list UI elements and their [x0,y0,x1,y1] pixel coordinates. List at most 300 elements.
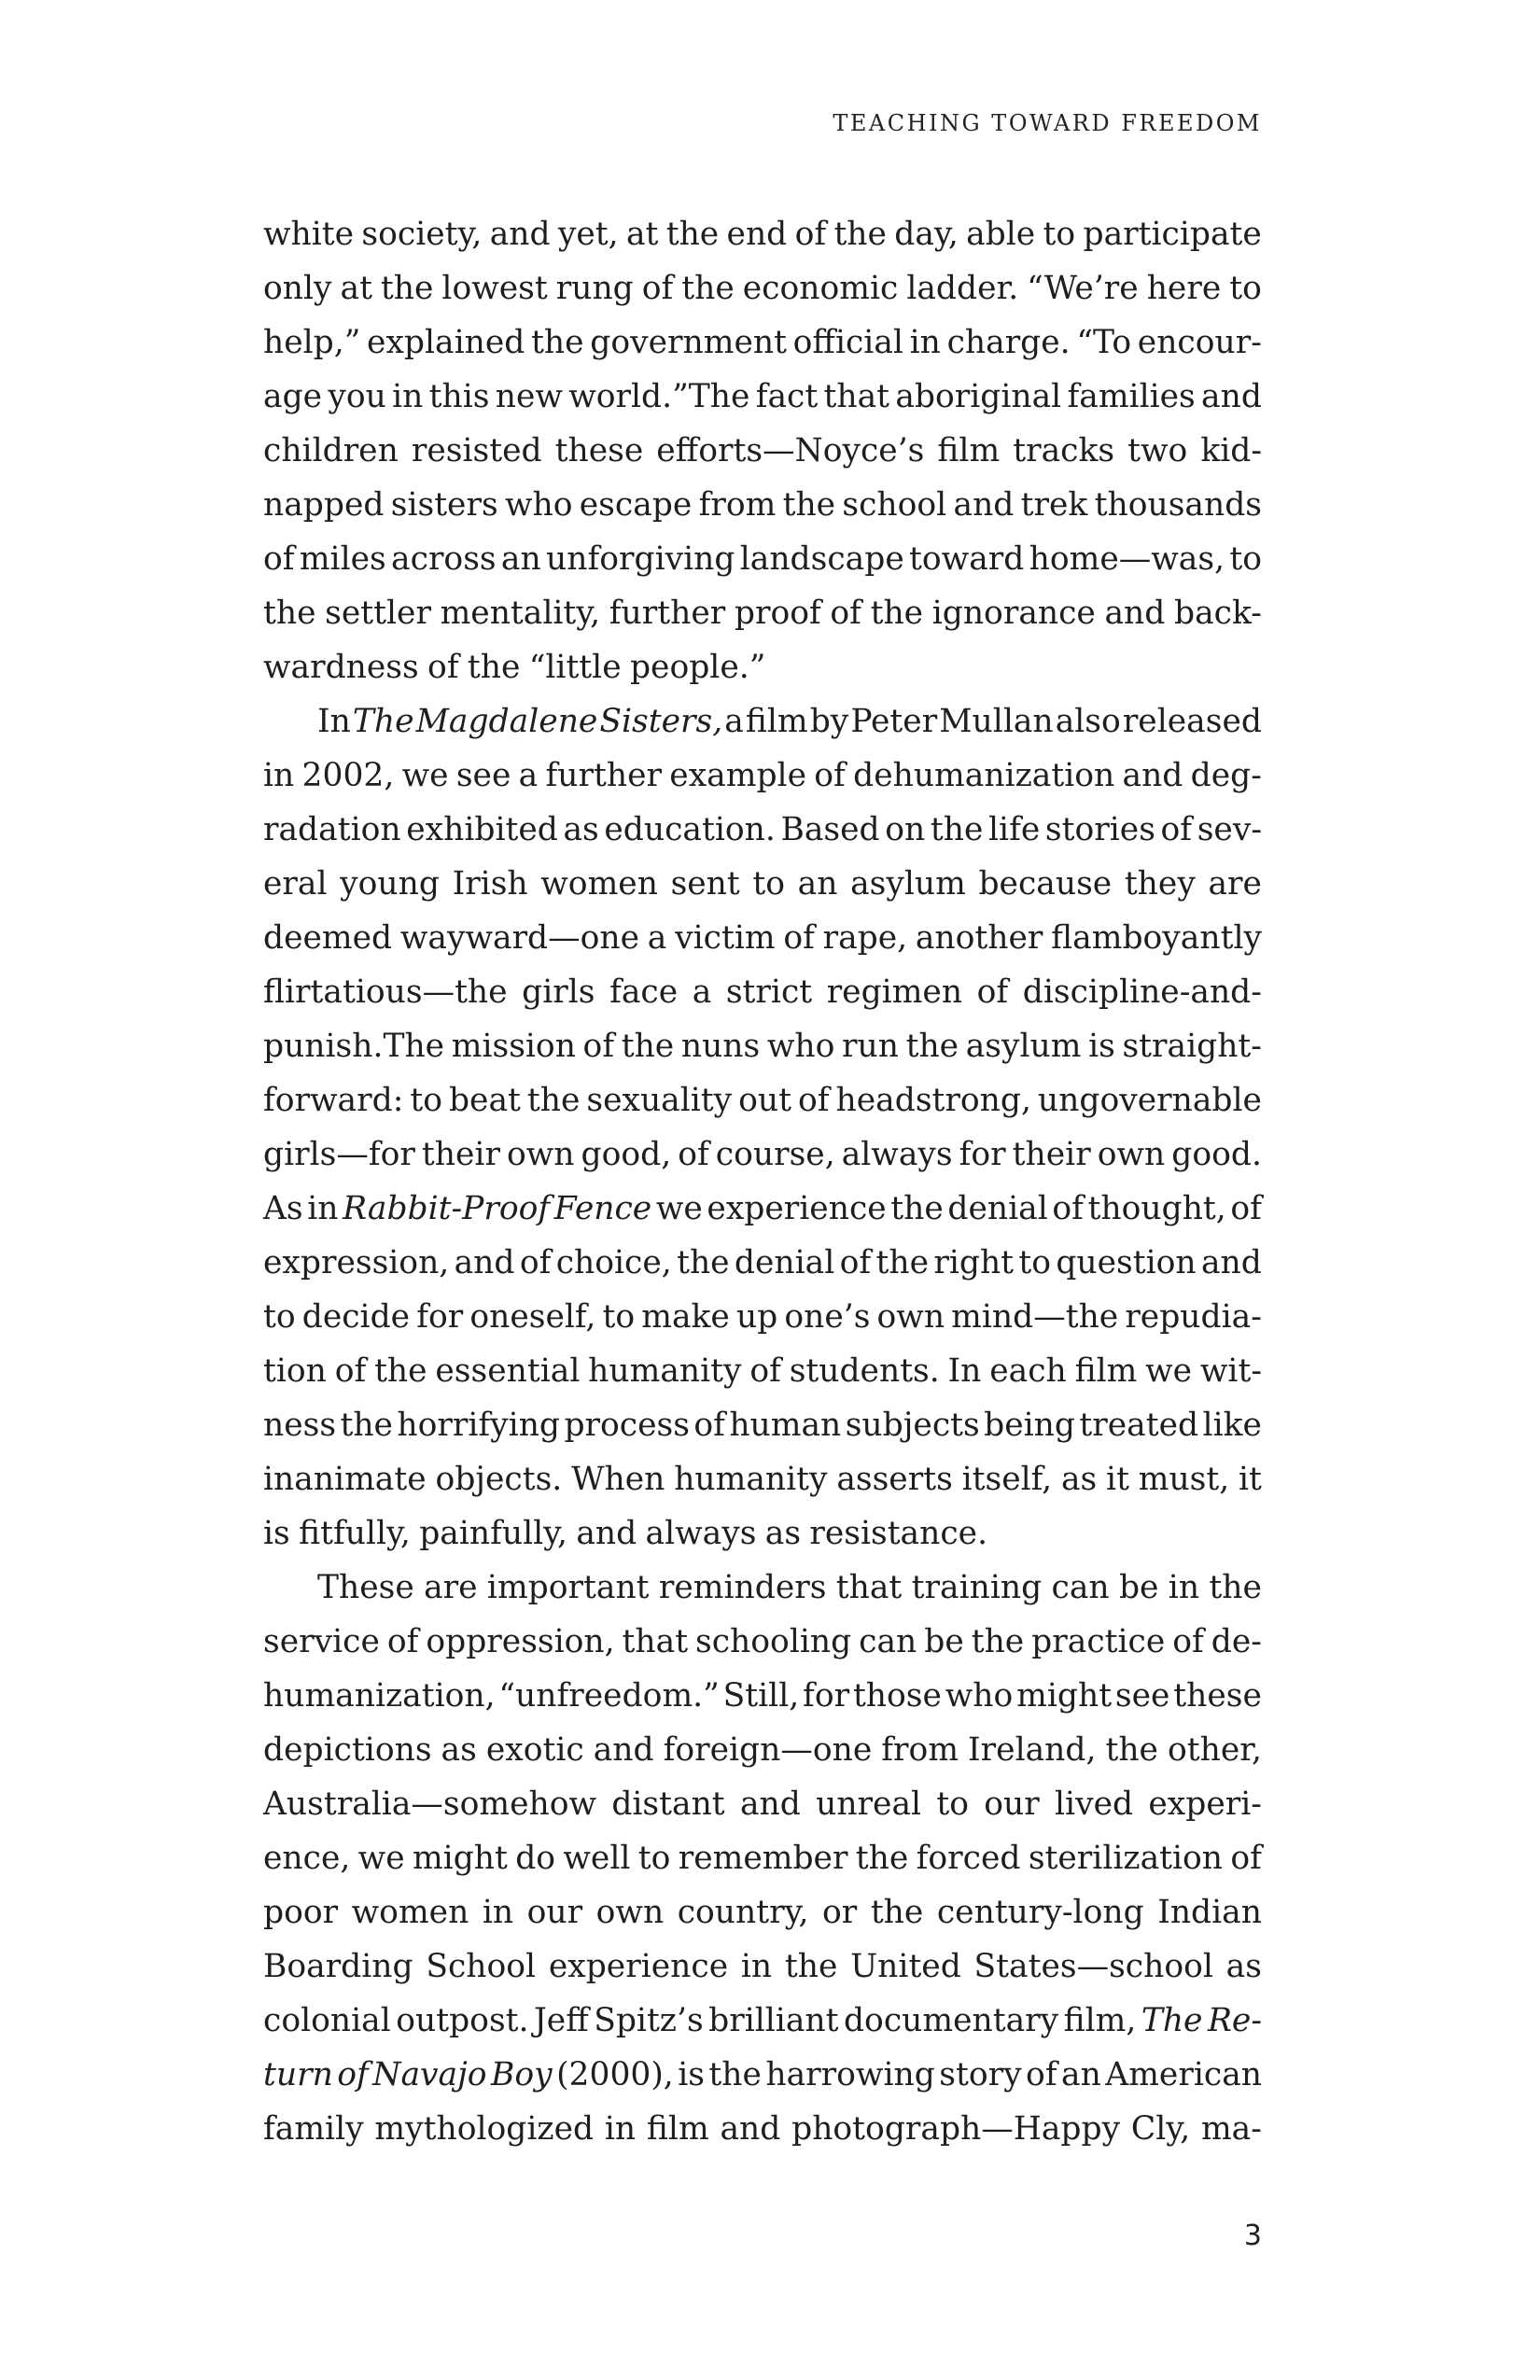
body-text [263,207,1262,2156]
word: reminders [658,1569,827,1606]
text-line [263,1290,1262,1344]
word: being [984,1407,1075,1444]
word: well [563,1840,631,1877]
word: experience [707,1190,887,1227]
word: a [692,973,712,1011]
word: straight- [1122,1028,1262,1065]
word: must, [1138,1461,1230,1498]
word: of [830,595,861,632]
word: asylum [965,1028,1082,1065]
word: humanization, [263,1677,496,1715]
word: home—was, [1029,540,1225,578]
word: rung [555,270,634,307]
word: practice [1031,1623,1166,1660]
word: the [531,324,584,361]
word: strict [725,973,813,1011]
word: and [454,1244,515,1281]
word: the [870,595,924,632]
word: of [839,1244,872,1281]
word: this [428,378,490,415]
word: deg- [1190,757,1262,794]
word: an [1061,2056,1101,2093]
word: might [412,1840,508,1877]
word: radation [263,811,401,848]
word: see [455,757,511,794]
word: Ireland, [968,1731,1097,1769]
word: in [307,1190,339,1227]
word: harrowing [765,2056,935,2093]
text-line [263,1236,1262,1290]
word: sisters [390,486,498,524]
word: distant [611,1785,725,1823]
word: proof [734,595,821,632]
word: for [416,1298,464,1336]
word: denial [947,1190,1048,1227]
word: the [374,1352,427,1390]
word: family [263,2110,364,2148]
word: and [739,1785,801,1823]
word: film [937,432,1001,469]
word: another [915,919,1043,957]
text-line [263,261,1262,315]
word: girls [522,973,595,1011]
word: they [1124,865,1196,903]
text-line [263,478,1262,532]
word: the [621,1028,675,1065]
word: further [609,595,726,632]
word: repudia- [1125,1298,1262,1336]
word: Indian [1157,1894,1262,1931]
word: sexuality [586,1082,733,1119]
word: important [486,1569,650,1606]
word: resistance. [809,1515,988,1552]
word: in [740,1948,773,1985]
word: of [582,1028,615,1065]
word: good, [581,1136,672,1173]
word: efforts—Noyce’s [656,432,925,469]
word: might [1016,1677,1113,1715]
word: own [876,1298,945,1336]
word: to [263,1298,296,1336]
word: of [814,757,846,794]
word: essential [435,1352,581,1390]
word: each [989,1352,1067,1390]
word: documentary [843,2002,1059,2039]
word: the [526,1082,581,1119]
word: you [328,378,386,415]
word: ness [263,1407,337,1444]
word: of [337,2056,369,2093]
word: Fence [553,1190,652,1227]
word: run [842,1028,899,1065]
word: women [540,865,658,903]
text-line [263,2048,1262,2102]
word: nuns [680,1028,761,1065]
word: further [545,757,663,794]
text-line [263,1723,1262,1777]
word: Spitz’s [594,2002,704,2039]
word: as [764,1515,802,1552]
word: the [467,649,521,686]
word: the [784,1948,838,1985]
word: exhibited [406,811,558,848]
word: and [1104,595,1166,632]
word: stories [1044,811,1155,848]
word: thought, [1087,1190,1226,1227]
running-head: TEACHING TOWARD FREEDOM [833,110,1262,136]
word: tracks [1013,432,1115,469]
word: economic [742,270,899,307]
word: mind—the [951,1298,1119,1336]
word: unforgiving [546,540,735,578]
word: The [1141,2002,1203,2039]
word: human [729,1407,842,1444]
word: and [953,486,1015,524]
word: The [352,703,414,740]
word: (2000), [556,2056,674,2093]
word: Jeff [533,2002,589,2039]
text-line [263,911,1262,965]
word: “unfreedom.” [498,1677,720,1715]
word: unreal [816,1785,922,1823]
word: film [646,2110,709,2148]
word: be [1118,1569,1159,1606]
word: is [263,1515,290,1552]
word: escape [579,486,693,524]
word: young [340,865,440,903]
word: is [1088,1028,1115,1065]
text-line [263,1561,1262,1615]
word: Australia—somehow [263,1785,597,1823]
word: the [380,270,434,307]
word: experi- [1148,1785,1262,1823]
word: Boy [491,2056,553,2093]
word: In [947,1352,982,1390]
word: toward [909,540,1025,578]
text-line [263,1344,1262,1398]
word: foreign—one [663,1731,873,1769]
word: of [794,216,827,253]
word: the [890,1190,944,1227]
word: depictions [263,1731,432,1769]
word: ence, [263,1840,351,1877]
word: to [936,1785,969,1823]
word: on [885,811,926,848]
word: that [823,378,890,415]
word: end [726,216,788,253]
word: always [841,1136,953,1173]
word: landscape [739,540,904,578]
word: age [263,378,323,415]
word: see [1114,1677,1170,1715]
word: flirtatious—the [263,973,508,1011]
word: Cly, [1130,2110,1191,2148]
word: treated [1079,1407,1199,1444]
word: to [410,1082,442,1119]
word: own [506,1136,575,1173]
word: experience [548,1948,729,1985]
word: we [655,1190,703,1227]
word: for [959,1136,1006,1173]
word: training [911,1569,1043,1606]
word: flamboyantly [1051,919,1262,957]
word: the [855,1840,909,1877]
word: women [351,1894,469,1931]
word: are [1208,865,1262,903]
word: good. [1171,1136,1262,1173]
word: of [1230,1840,1262,1877]
word: film, [1063,2002,1137,2039]
word: their [421,1136,500,1173]
word: we [401,757,449,794]
word: in [263,757,295,794]
word: tion [263,1352,327,1390]
word: the [870,1894,924,1931]
word: other, [1167,1731,1262,1769]
word: country, [677,1894,809,1931]
text-line [263,694,1262,749]
word: of [263,540,295,578]
word: These [317,1569,414,1606]
word: When [571,1461,665,1498]
word: right [933,1244,1015,1281]
word: forward: [263,1082,404,1119]
word: who [766,1028,835,1065]
word: Mullan [939,703,1054,740]
word: released [1122,703,1262,740]
word: day, [894,216,959,253]
word: brilliant [708,2002,839,2039]
word: denial [734,1244,835,1281]
word: oneself, [469,1298,596,1336]
word: of [427,649,459,686]
word: example [669,757,806,794]
word: lived [1055,1785,1134,1823]
text-line [263,1127,1262,1182]
word: the [875,1244,929,1281]
word: subjects [845,1407,980,1444]
text-line [263,1777,1262,1831]
word: life [988,811,1041,848]
word: settler [325,595,431,632]
word: of [1160,811,1193,848]
word: up [735,1298,778,1336]
word: victim [675,919,776,957]
text-line [263,1452,1262,1506]
word: encour- [1137,324,1262,361]
word: deemed [263,919,393,957]
word: inanimate [263,1461,427,1498]
word: the [681,270,735,307]
word: itself, [961,1461,1053,1498]
word: who [945,1677,1014,1715]
word: thousands [1094,486,1262,524]
word: face [609,973,679,1011]
word: American [1105,2056,1262,2093]
word: eral [263,865,328,903]
word: photograph—Happy [791,2110,1121,2148]
word: do [515,1840,556,1877]
word: colonial [263,2002,391,2039]
word: as [441,1731,477,1769]
word: exotic [485,1731,584,1769]
word: sterilization [1028,1840,1224,1877]
word: fitfully, [299,1515,411,1552]
word: to [1229,540,1262,578]
word: white [263,216,355,253]
word: school [842,486,947,524]
word: at [625,216,659,253]
word: process [564,1407,690,1444]
word: because [978,865,1113,903]
word: people.” [629,649,766,686]
word: we [1145,1352,1193,1390]
word: own [1097,1136,1166,1173]
word: kid- [1200,432,1262,469]
word: the [1105,1731,1158,1769]
text-line [263,1398,1262,1452]
word: an [797,865,838,903]
word: School [426,1948,537,1985]
text-line [263,207,1262,261]
word: humanity [588,1352,742,1390]
word: lowest [441,270,548,307]
text-line [263,965,1262,1019]
word: who [504,486,573,524]
text-line [263,2102,1262,2156]
word: and [1201,378,1262,415]
word: ma- [1200,2110,1262,2148]
word: napped [263,486,385,524]
word: wayward—one [399,919,640,957]
word: be [924,1623,964,1660]
word: across [391,540,497,578]
text-line [263,1831,1262,1885]
word: the [665,216,720,253]
word: As [263,1190,303,1227]
word: is [678,2056,705,2093]
word: painfully, [419,1515,568,1552]
text-line [263,1073,1262,1127]
word: schooling [695,1623,852,1660]
text-line [263,1994,1262,2048]
word: Re- [1207,2002,1262,2039]
word: students. [789,1352,940,1390]
word: our [984,1785,1040,1823]
word: government [590,324,787,361]
word: fact [755,378,819,415]
word: In [317,703,351,740]
word: these [554,432,644,469]
word: of [678,1136,709,1173]
word: own [595,1894,665,1931]
word: society, [361,216,483,253]
word: to [1229,270,1262,307]
word: it [1106,1461,1129,1498]
word: girls—for [263,1136,415,1173]
word: Rabbit-Proof [343,1190,551,1227]
word: the [782,486,836,524]
word: “We’re [1027,270,1139,307]
word: like [1202,1407,1262,1444]
word: from [698,486,777,524]
word: sev- [1197,811,1262,848]
word: for [803,1677,850,1715]
word: by [809,703,849,740]
word: explained [367,324,525,361]
word: the [1209,1569,1262,1606]
word: a [647,919,667,957]
word: in [604,2110,637,2148]
word: back- [1173,595,1262,632]
word: story [939,2056,1022,2093]
word: world.”The [568,378,750,415]
word: dehumanization [853,757,1115,794]
word: able [966,216,1036,253]
text-line [263,586,1262,640]
word: “To [1076,324,1132,361]
word: beat [448,1082,521,1119]
word: film [1074,1352,1138,1390]
text-line [263,1885,1262,1939]
text-line [263,1506,1262,1561]
word: in [909,324,941,361]
word: it [1239,1461,1262,1498]
text-line [263,857,1262,911]
word: objects. [435,1461,563,1498]
word: the [677,1244,730,1281]
word: choice, [555,1244,672,1281]
word: official [792,324,903,361]
word: Irish [452,865,528,903]
word: mythologized [374,2110,595,2148]
word: and [593,1731,654,1769]
word: wit- [1199,1352,1262,1390]
word: to [637,1840,671,1877]
text-line [263,424,1262,478]
word: the [708,2056,762,2093]
word: mentality, [440,595,601,632]
word: can [859,1623,917,1660]
word: Still, [722,1677,800,1715]
word: horrifying [397,1407,561,1444]
word: new [495,378,563,415]
word: course, [715,1136,835,1173]
word: asserts [836,1461,953,1498]
word: that [835,1569,903,1606]
word: “little [528,649,622,686]
word: can [1051,1569,1110,1606]
word: also [1055,703,1121,740]
word: resisted [411,432,542,469]
word: Peter [850,703,938,740]
word: our [526,1894,583,1931]
word: Magdalene [415,703,598,740]
text-line [263,749,1262,803]
word: to [752,865,786,903]
word: 2002, [301,757,395,794]
word: the [905,1028,959,1065]
word: the [263,595,316,632]
text-line [263,370,1262,424]
word: participate [1083,216,1262,253]
word: punish.The [263,1028,445,1065]
word: de- [1211,1623,1262,1660]
text-line [263,315,1262,370]
text-line [263,1615,1262,1669]
word: the [971,1623,1025,1660]
text-line [263,1939,1262,1994]
